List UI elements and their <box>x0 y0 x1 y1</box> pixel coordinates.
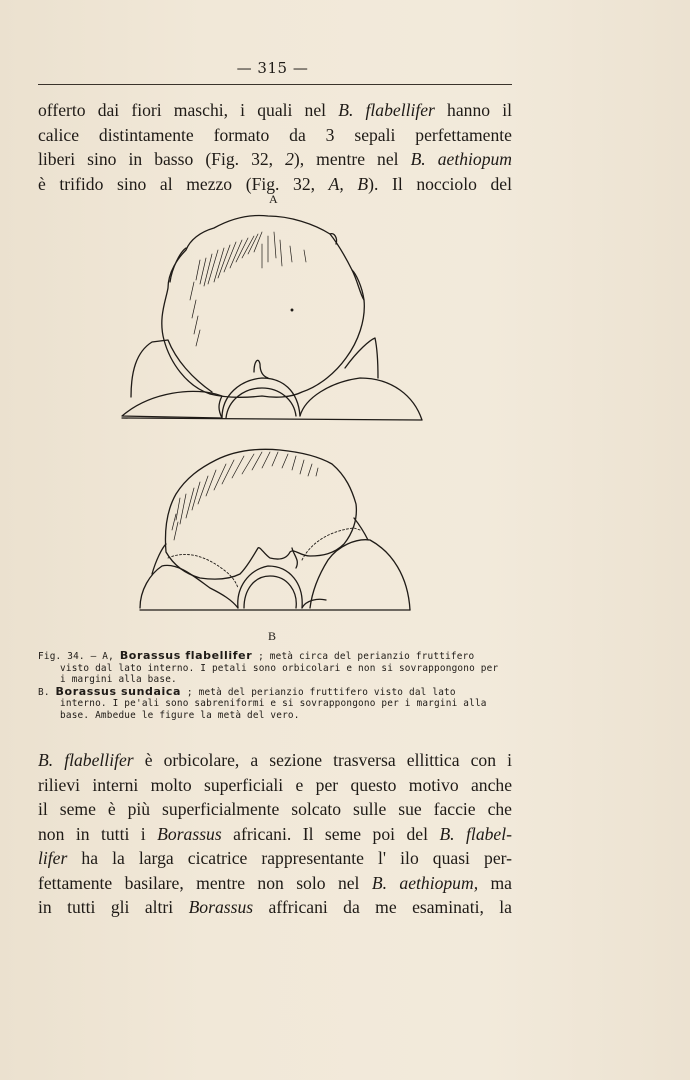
figure-label-a: A <box>269 192 278 206</box>
paragraph-bottom <box>38 748 512 920</box>
text-line: calice distintamente formato da 3 sepali perfettamente <box>38 124 512 145</box>
caption-line: i margini alla base. <box>60 674 177 686</box>
caption-line: base. Ambedue le figure la metà del vero. <box>60 709 300 721</box>
text-line: B. flabellifer è orbicolare, a sezione trasversa ellittica con i <box>38 750 512 770</box>
figure-caption <box>38 650 512 722</box>
text-line: offerto dai fiori maschi, i quali nel B. flabellifer hanno il <box>38 100 512 120</box>
figure-label-b: B <box>268 629 277 643</box>
caption-line: interno. I pe'ali sono sabreniformi e si sovrappongono per i margini alla <box>60 698 487 710</box>
text-line: è trifido sino al mezzo (Fig. 32, A, B). Il nocciolo del <box>38 173 512 194</box>
page-number: — 315 — <box>236 59 309 77</box>
caption-line: B. Borassus sundaica ; metà del perianzio fruttifero visto dal lato <box>38 684 456 698</box>
caption-line: visto dal lato interno. I petali sono orbicolari e non si sovrappongono per <box>60 662 499 674</box>
text-line: in tutti gli altri Borassus affricani da me esaminati, la <box>38 897 512 917</box>
text-line: liberi sino in basso (Fig. 32, 2), mentre nel B. aethiopum <box>38 149 513 169</box>
text-line: lifer ha la larga cicatrice rappresentante l' ilo quasi per- <box>38 848 512 868</box>
text-line: il seme è più superficialmente solcato sulle sue faccie che <box>38 799 512 819</box>
text-line: rilievi interni molto superficiali e per questo motivo anche <box>38 774 512 795</box>
caption-line: Fig. 34. — A, Borassus flabellifer ; metà circa del perianzio fruttifero <box>38 649 475 662</box>
text-line: fettamente basilare, mentre non solo nel B. aethiopum, ma <box>38 872 512 893</box>
text-line: non in tutti i Borassus africani. Il seme poi del B. flabel- <box>38 823 512 844</box>
